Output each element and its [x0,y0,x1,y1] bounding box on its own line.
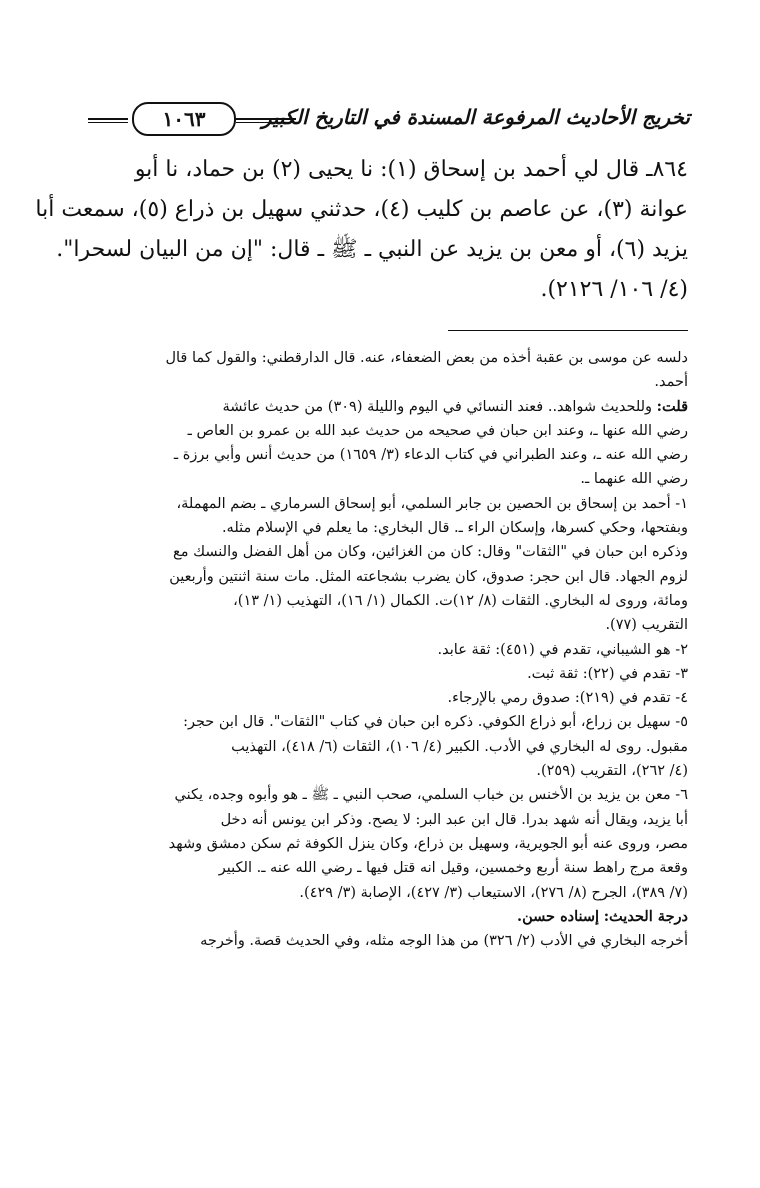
page-number: ١٠٦٣ [132,102,236,136]
hadith-reference: (٤/ ١٠٦/ ٢١٢٦). [540,277,688,302]
footnote-line: أحمد. [654,374,688,391]
running-header [88,100,690,140]
footnote-line: رضي الله عنهما ـ. [580,471,688,488]
footnote-line [90,395,688,419]
footnote-line: لزوم الجهاد. قال ابن حجر: صدوق، كان يضرب بشجاعته المثل. مات سنة اثنتين وأربعين [169,568,688,585]
hadith-line: ٨٦٤ـ قال لي أحمد بن إسحاق (١): نا يحيى (٢) بن حماد، نا أبو [134,157,688,182]
footnote-line: ومائة، وروى له البخاري. الثقات (٨/ ١٢)ت. الكمال (١/ ١٦)، التهذيب (١/ ١٣)، [233,592,688,609]
footnote-line: مصر، وروى عنه أبو الجويرية، وسهيل بن ذراع، وكان ينزل الكوفة ثم سكن دمشق وشهد [168,835,688,852]
footnote-continuation [90,346,688,395]
footnote-5 [90,710,688,783]
book-title: تخريج الأحاديث المرفوعة المسندة في التاريخ الكبير [261,105,690,129]
footnotes [90,346,688,953]
footnote-2: ٢- هو الشيباني، تقدم في (٤٥١): ثقة عابد. [437,641,688,658]
footnote-line: التقريب (٧٧). [605,617,688,634]
footnote-line: أبا يزيد، ويقال أنه شهد بدرا. قال ابن عبد البر: لا يصح. وذكر ابن يونس أنه دخل [220,811,688,828]
header-rule-left [88,118,128,123]
footnote-line: ٥- سهيل بن زراع، أبو ذراع الكوفي. ذكره ابن حبان في كتاب "الثقات". قال ابن حجر: [183,714,688,731]
hadith-line: يزيد (٦)، أو معن بن يزيد عن النبي ـ ﷺ ـ قال: "إن من البيان لسحرا". [56,237,688,262]
footnote-line: وقعة مرج راهط سنة أربع وخمسين، وقيل انه قتل فيها ـ رضي الله عنه ـ. الكبير [218,860,688,877]
hadith-grade [90,905,688,929]
footnote-line: وبفتحها، وحكي كسرها، وإسكان الراء ـ. قال البخاري: ما يعلم في الإسلام مثله. [221,520,688,537]
footnote-line: وذكره ابن حبان في "الثقات" وقال: كان من الغزائين، وكان من أهل الفضل والنسك مع [173,544,688,561]
footnote-line: (٤/ ٢٦٢)، التقريب (٢٥٩). [536,763,688,780]
footnote-6 [90,783,688,904]
takhrij-line: أخرجه البخاري في الأدب (٢/ ٣٢٦) من هذا الوجه مثله، وفي الحديث قصة. وأخرجه [200,933,688,950]
footnote-3: ٣- تقدم في (٢٢): ثقة ثبت. [527,665,688,682]
footnote-line: ١- أحمد بن إسحاق بن الحصين بن جابر السلمي، أبو إسحاق السرماري ـ بضم المهملة، [176,495,688,512]
hadith-line: عوانة (٣)، عن عاصم بن كليب (٤)، حدثني سهيل بن ذراع (٥)، سمعت أبا [35,197,688,222]
footnote-1 [90,492,688,638]
footnote-separator [448,330,688,331]
footnote-4: ٤- تقدم في (٢١٩): صدوق رمي بالإرجاء. [447,690,688,707]
footnote-line: مقبول. روى له البخاري في الأدب. الكبير (٤/ ١٠٦)، الثقات (٦/ ٤١٨)، التهذيب [231,738,688,755]
qult-text: وللحديث شواهد.. فعند النسائي في اليوم والليلة (٣٠٩) من حديث عائشة [222,398,653,415]
grade-value: إسناده حسن. [517,907,600,925]
footnote-line: (٧/ ٣٨٩)، الجرح (٨/ ٢٧٦)، الاستيعاب (٣/ ٤٢٧)، الإصابة (٣/ ٤٢٩). [299,884,688,901]
footnote-line: رضي الله عنها ـ، وعند ابن حبان في صحيحه من حديث عبد الله بن عمرو بن العاص ـ [187,422,688,439]
footnote-line: دلسه عن موسى بن عقبة أخذه من بعض الضعفاء، عنه. قال الدارقطني: والقول كما قال [165,350,688,366]
footnote-line: رضي الله عنه ـ، وعند الطبراني في كتاب الدعاء (٣/ ١٦٥٩) من حديث أنس وأبي برزة ـ [173,447,688,464]
footnote-line: ٦- معن بن يزيد بن الأخنس بن خباب السلمي، صحب النبي ـ ﷺ ـ هو وأبوه وجده، يكني [174,787,688,804]
qult-label: قلت: [656,397,688,415]
hadith-text [35,150,688,310]
grade-label: درجة الحديث: [603,907,688,925]
qult-note [90,395,688,492]
